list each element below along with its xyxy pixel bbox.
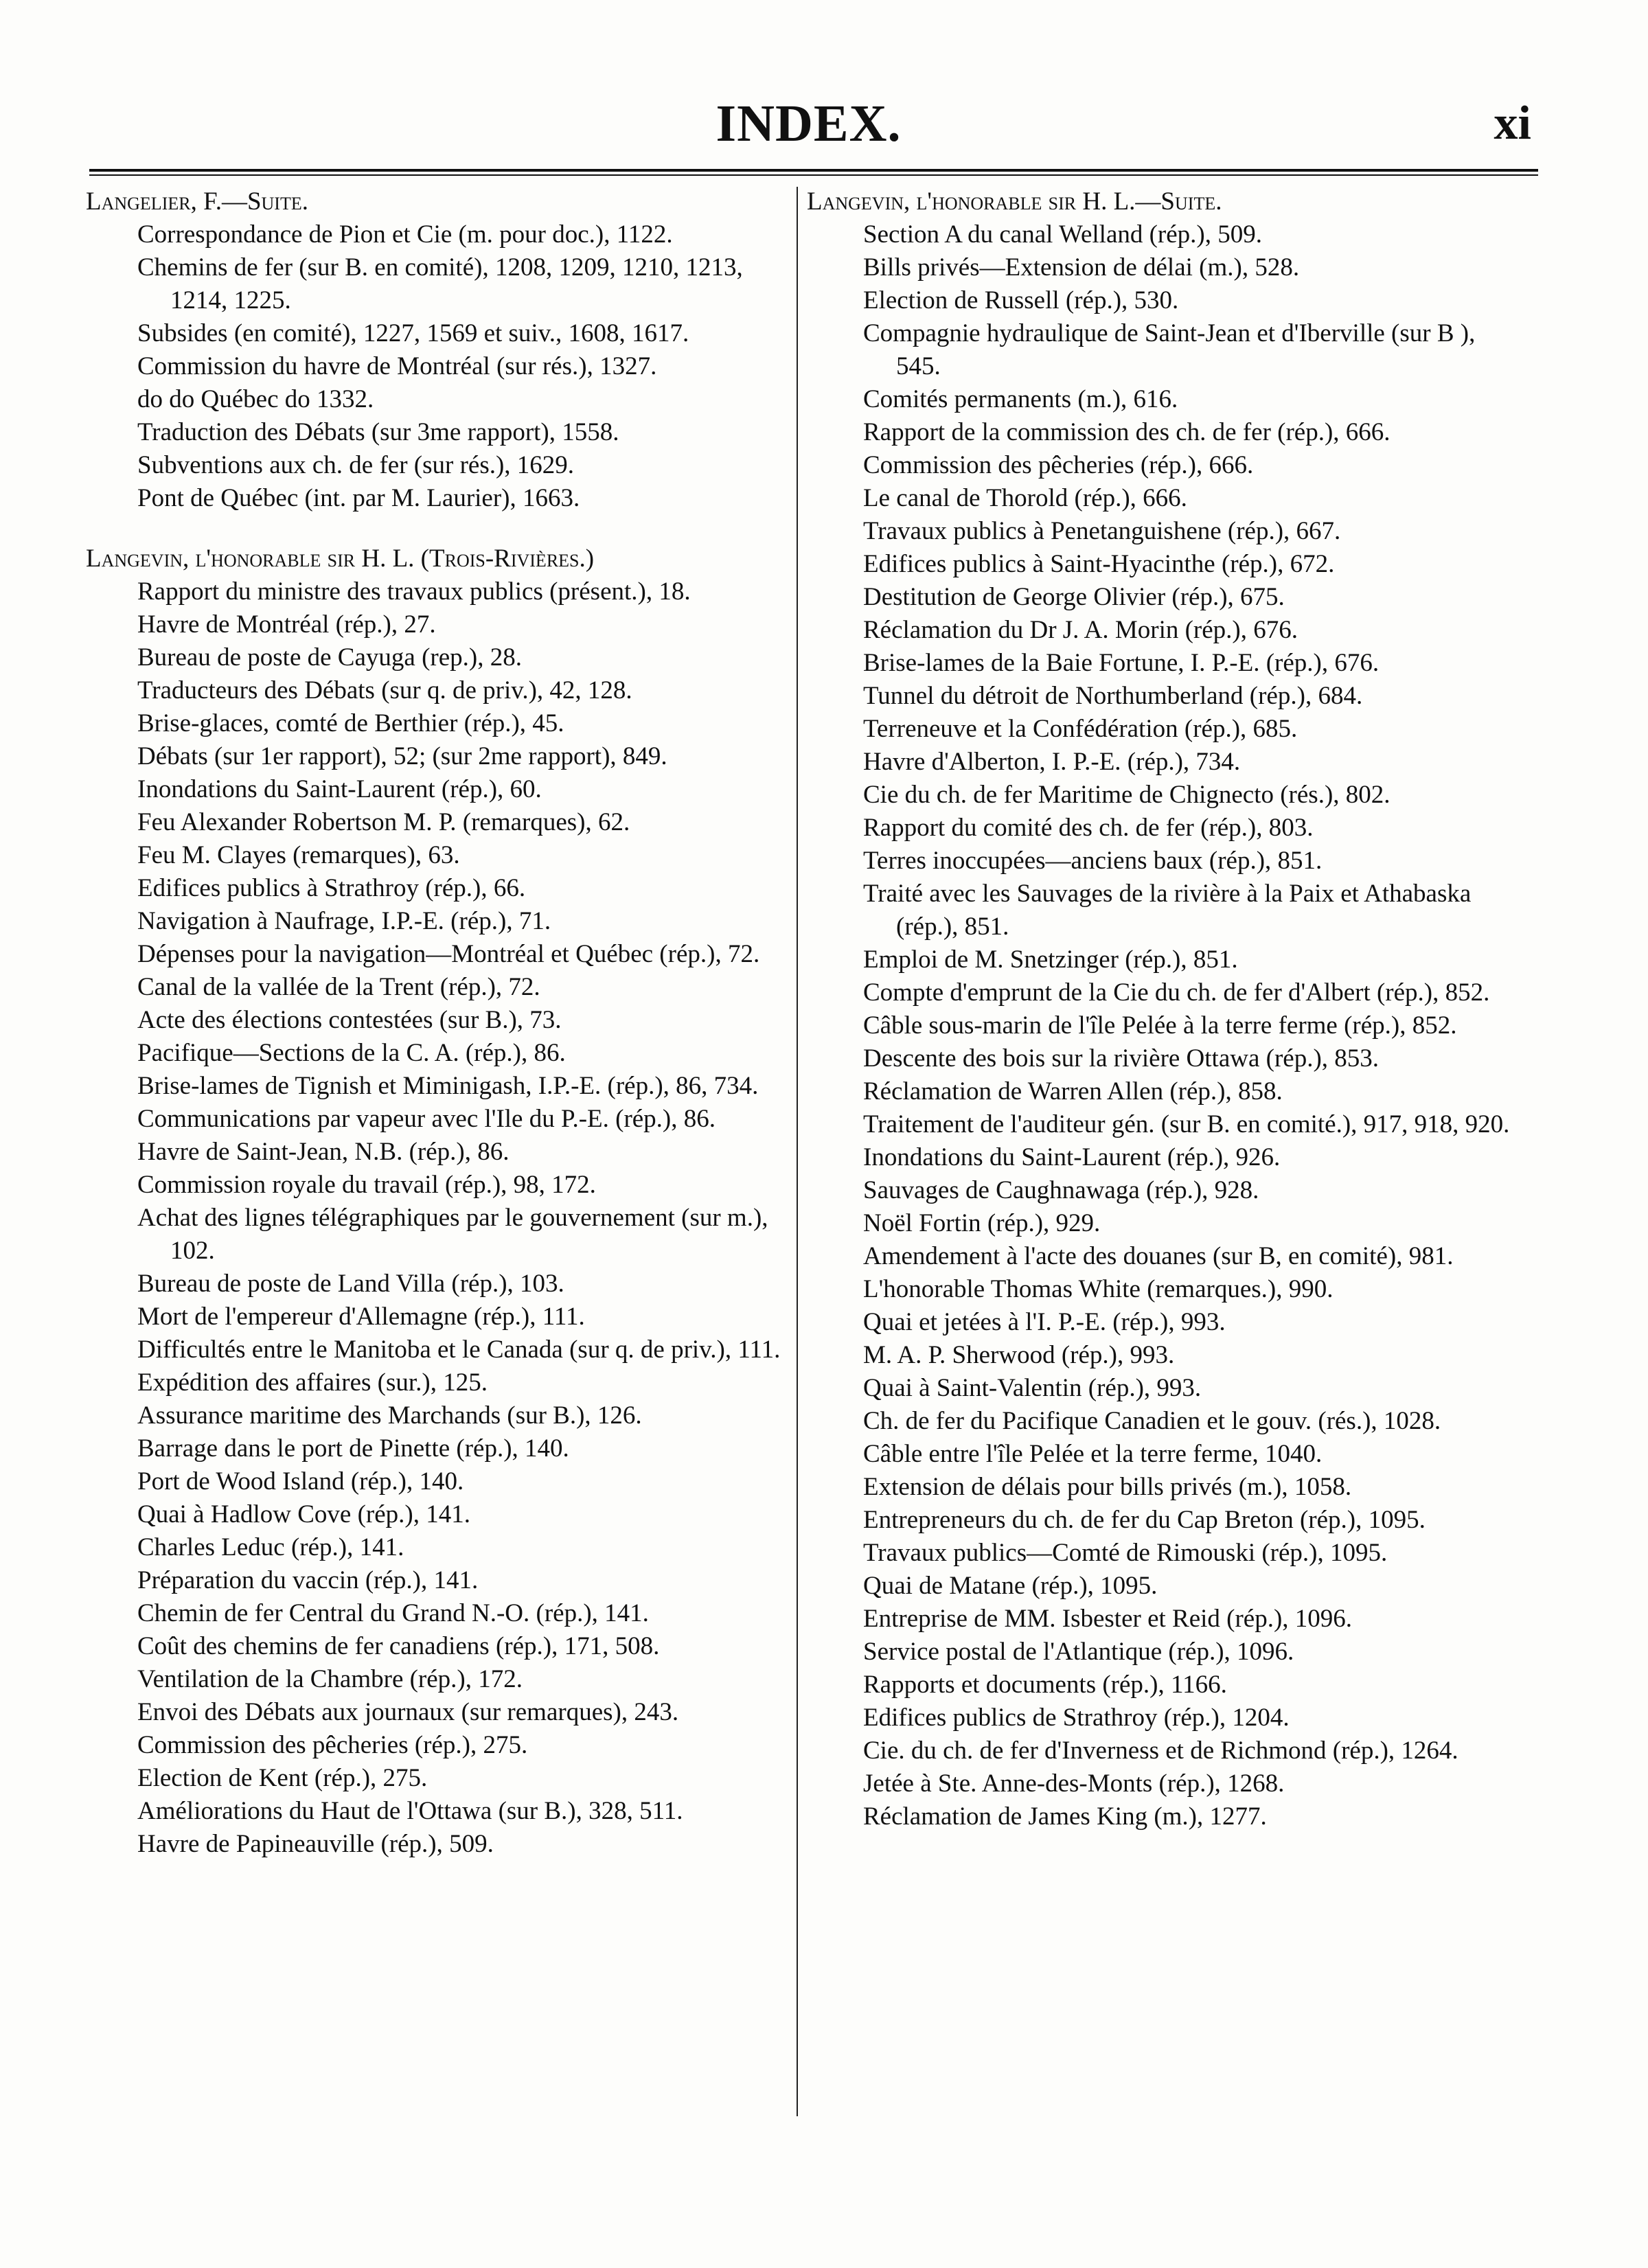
index-entry: Ventilation de la Chambre (rép.), 172. bbox=[137, 1665, 523, 1693]
index-entry: Edifices publics à Strathroy (rép.), 66. bbox=[137, 874, 526, 902]
index-entry: Cie du ch. de fer Maritime de Chignecto (rés.), 802. bbox=[863, 781, 1390, 809]
index-entry: Navigation à Naufrage, I.P.-E. (rép.), 71. bbox=[137, 907, 551, 935]
index-entry: Amendement à l'acte des douanes (sur B, en comité), 981. bbox=[863, 1242, 1454, 1270]
index-entry: Port de Wood Island (rép.), 140. bbox=[137, 1467, 464, 1496]
index-entry: Traité avec les Sauvages de la rivière à la Paix et Athabaska (rép.), 851. bbox=[863, 880, 1472, 941]
left-column bbox=[86, 185, 793, 1861]
index-entry: Réclamation du Dr J. A. Morin (rép.), 676. bbox=[863, 616, 1298, 644]
index-entry: Compte d'emprunt de la Cie du ch. de fer d'Albert (rép.), 852. bbox=[863, 978, 1490, 1007]
index-entry: Comités permanents (m.), 616. bbox=[863, 385, 1178, 413]
index-entry: Acte des élections contestées (sur B.), 73. bbox=[137, 1006, 562, 1034]
header-rule bbox=[89, 169, 1538, 176]
index-entry: Ch. de fer du Pacifique Canadien et le gouv. (rés.), 1028. bbox=[863, 1407, 1441, 1435]
index-entry: Commission royale du travail (rép.), 98, 172. bbox=[137, 1171, 596, 1199]
index-entry: Brise-lames de Tignish et Miminigash, I.P.-E. (rép.), 86, 734. bbox=[137, 1072, 759, 1100]
index-entry: Service postal de l'Atlantique (rép.), 1096. bbox=[863, 1638, 1294, 1666]
index-entry: Coût des chemins de fer canadiens (rép.), 171, 508. bbox=[137, 1632, 660, 1660]
index-entry: Entreprise de MM. Isbester et Reid (rép.), 1096. bbox=[863, 1605, 1353, 1633]
index-entry: Edifices publics de Strathroy (rép.), 1204. bbox=[863, 1704, 1290, 1732]
index-entry: Quai de Matane (rép.), 1095. bbox=[863, 1572, 1158, 1600]
index-entry: Descente des bois sur la rivière Ottawa (rép.), 853. bbox=[863, 1044, 1380, 1073]
index-entry: Havre de Montréal (rép.), 27. bbox=[137, 610, 436, 639]
index-entry: Sauvages de Caughnawaga (rép.), 928. bbox=[863, 1176, 1259, 1204]
index-entry: do do Québec do 1332. bbox=[137, 385, 374, 413]
entry-list bbox=[86, 575, 793, 1861]
index-entry: Feu Alexander Robertson M. P. (remarques), 62. bbox=[137, 808, 630, 836]
index-entry: Bills privés—Extension de délai (m.), 528. bbox=[863, 253, 1300, 282]
index-entry: Achat des lignes télégraphiques par le gouvernement (sur m.), 102. bbox=[137, 1204, 768, 1265]
index-entry: Traducteurs des Débats (sur q. de priv.), 42, 128. bbox=[137, 676, 632, 705]
index-entry: Améliorations du Haut de l'Ottawa (sur B.), 328, 511. bbox=[137, 1797, 683, 1825]
index-heading: Langevin, l'honorable sir H. L.—Suite. bbox=[807, 187, 1222, 216]
index-entry: Commission des pêcheries (rép.), 666. bbox=[863, 451, 1254, 479]
index-entry: Havre de Saint-Jean, N.B. (rép.), 86. bbox=[137, 1138, 510, 1166]
index-entry: Débats (sur 1er rapport), 52; (sur 2me rapport), 849. bbox=[137, 742, 667, 770]
index-entry: Préparation du vaccin (rép.), 141. bbox=[137, 1566, 479, 1594]
index-entry: Brise-glaces, comté de Berthier (rép.), 45. bbox=[137, 709, 564, 737]
index-entry: Subventions aux ch. de fer (sur rés.), 1629. bbox=[137, 451, 575, 479]
index-entry: Charles Leduc (rép.), 141. bbox=[137, 1533, 404, 1561]
index-entry: Tunnel du détroit de Northumberland (rép.), 684. bbox=[863, 682, 1363, 710]
index-entry: Communications par vapeur avec l'Ile du P.-E. (rép.), 86. bbox=[137, 1105, 716, 1133]
index-entry: Assurance maritime des Marchands (sur B.), 126. bbox=[137, 1401, 642, 1430]
index-entry: Havre d'Alberton, I. P.-E. (rép.), 734. bbox=[863, 748, 1241, 776]
index-entry: Rapport du ministre des travaux publics (présent.), 18. bbox=[137, 577, 691, 606]
index-entry: Réclamation de James King (m.), 1277. bbox=[863, 1802, 1267, 1831]
index-entry: Le canal de Thorold (rép.), 666. bbox=[863, 484, 1187, 512]
index-entry: Bureau de poste de Land Villa (rép.), 103. bbox=[137, 1270, 564, 1298]
index-entry: Canal de la vallée de la Trent (rép.), 72. bbox=[137, 973, 540, 1001]
index-entry: Barrage dans le port de Pinette (rép.), 140. bbox=[137, 1434, 569, 1463]
index-entry: Commission du havre de Montréal (sur rés.), 1327. bbox=[137, 352, 657, 380]
index-entry: Havre de Papineauville (rép.), 509. bbox=[137, 1830, 494, 1858]
index-entry: Chemins de fer (sur B. en comité), 1208, 1209, 1210, 1213, 1214, 1225. bbox=[137, 253, 743, 314]
index-entry: Subsides (en comité), 1227, 1569 et suiv., 1608, 1617. bbox=[137, 319, 689, 347]
entry-list bbox=[807, 218, 1514, 1833]
index-entry: Bureau de poste de Cayuga (rep.), 28. bbox=[137, 643, 522, 672]
index-heading: Langelier, F.—Suite. bbox=[86, 187, 308, 216]
index-entry: Commission des pêcheries (rép.), 275. bbox=[137, 1731, 528, 1759]
page-header bbox=[86, 96, 1531, 151]
index-entry: Quai à Hadlow Cove (rép.), 141. bbox=[137, 1500, 470, 1528]
column-divider bbox=[797, 187, 798, 2116]
index-entry: Chemin de fer Central du Grand N.-O. (rép.), 141. bbox=[137, 1599, 649, 1627]
index-entry: Réclamation de Warren Allen (rép.), 858. bbox=[863, 1077, 1283, 1106]
index-entry: Envoi des Débats aux journaux (sur remarques), 243. bbox=[137, 1698, 679, 1726]
index-entry: Election de Kent (rép.), 275. bbox=[137, 1764, 428, 1792]
index-entry: Inondations du Saint-Laurent (rép.), 926. bbox=[863, 1143, 1281, 1171]
index-entry: Inondations du Saint-Laurent (rép.), 60. bbox=[137, 775, 542, 803]
index-entry: Election de Russell (rép.), 530. bbox=[863, 286, 1179, 314]
index-entry: Quai à Saint-Valentin (rép.), 993. bbox=[863, 1374, 1202, 1402]
index-entry: Entrepreneurs du ch. de fer du Cap Breton (rép.), 1095. bbox=[863, 1506, 1426, 1534]
index-entry: M. A. P. Sherwood (rép.), 993. bbox=[863, 1341, 1175, 1369]
index-entry: Noël Fortin (rép.), 929. bbox=[863, 1209, 1101, 1237]
page-number: xi bbox=[1494, 97, 1531, 150]
index-entry: Rapports et documents (rép.), 1166. bbox=[863, 1671, 1227, 1699]
index-entry: Quai et jetées à l'I. P.-E. (rép.), 993. bbox=[863, 1308, 1226, 1336]
index-entry: Correspondance de Pion et Cie (m. pour doc.), 1122. bbox=[137, 220, 673, 249]
index-entry: Rapport du comité des ch. de fer (rép.), 803. bbox=[863, 814, 1314, 842]
index-entry: Rapport de la commission des ch. de fer (rép.), 666. bbox=[863, 418, 1390, 446]
index-entry: Traitement de l'auditeur gén. (sur B. en comité.), 917, 918, 920. bbox=[863, 1110, 1510, 1138]
index-entry: Travaux publics—Comté de Rimouski (rép.), 1095. bbox=[863, 1539, 1388, 1567]
entry-list bbox=[86, 218, 793, 515]
page-title: INDEX. bbox=[716, 95, 902, 152]
index-entry: Terreneuve et la Confédération (rép.), 685. bbox=[863, 715, 1298, 743]
index-entry: Edifices publics à Saint-Hyacinthe (rép.), 672. bbox=[863, 550, 1335, 578]
index-entry: Câble entre l'île Pelée et la terre ferme, 1040. bbox=[863, 1440, 1323, 1468]
section-gap bbox=[86, 515, 793, 542]
right-column bbox=[807, 185, 1514, 1833]
index-entry: Brise-lames de la Baie Fortune, I. P.-E. (rép.), 676. bbox=[863, 649, 1380, 677]
index-entry: Compagnie hydraulique de Saint-Jean et d'Iberville (sur B ), 545. bbox=[863, 319, 1476, 380]
index-entry: Difficultés entre le Manitoba et le Canada (sur q. de priv.), 111. bbox=[137, 1336, 781, 1364]
index-entry: L'honorable Thomas White (remarques.), 990. bbox=[863, 1275, 1334, 1303]
index-entry: Câble sous-marin de l'île Pelée à la terre ferme (rép.), 852. bbox=[863, 1011, 1457, 1040]
index-entry: Traduction des Débats (sur 3me rapport), 1558. bbox=[137, 418, 619, 446]
index-entry: Dépenses pour la navigation—Montréal et Québec (rép.), 72. bbox=[137, 940, 760, 968]
index-entry: Jetée à Ste. Anne-des-Monts (rép.), 1268. bbox=[863, 1769, 1285, 1798]
index-entry: Pont de Québec (int. par M. Laurier), 1663. bbox=[137, 484, 580, 512]
index-entry: Travaux publics à Penetanguishene (rép.), 667. bbox=[863, 517, 1341, 545]
index-entry: Extension de délais pour bills privés (m.), 1058. bbox=[863, 1473, 1352, 1501]
index-entry: Cie. du ch. de fer d'Inverness et de Richmond (rép.), 1264. bbox=[863, 1737, 1458, 1765]
index-entry: Pacifique—Sections de la C. A. (rép.), 86. bbox=[137, 1039, 566, 1067]
index-entry: Feu M. Clayes (remarques), 63. bbox=[137, 841, 460, 869]
index-entry: Terres inoccupées—anciens baux (rép.), 851. bbox=[863, 847, 1323, 875]
index-entry: Expédition des affaires (sur.), 125. bbox=[137, 1368, 488, 1397]
index-entry: Mort de l'empereur d'Allemagne (rép.), 111. bbox=[137, 1303, 585, 1331]
index-entry: Destitution de George Olivier (rép.), 675. bbox=[863, 583, 1285, 611]
index-entry: Emploi de M. Snetzinger (rép.), 851. bbox=[863, 946, 1238, 974]
index-heading: Langevin, l'honorable sir H. L. (Trois-Rivières.) bbox=[86, 545, 595, 573]
index-entry: Section A du canal Welland (rép.), 509. bbox=[863, 220, 1262, 249]
